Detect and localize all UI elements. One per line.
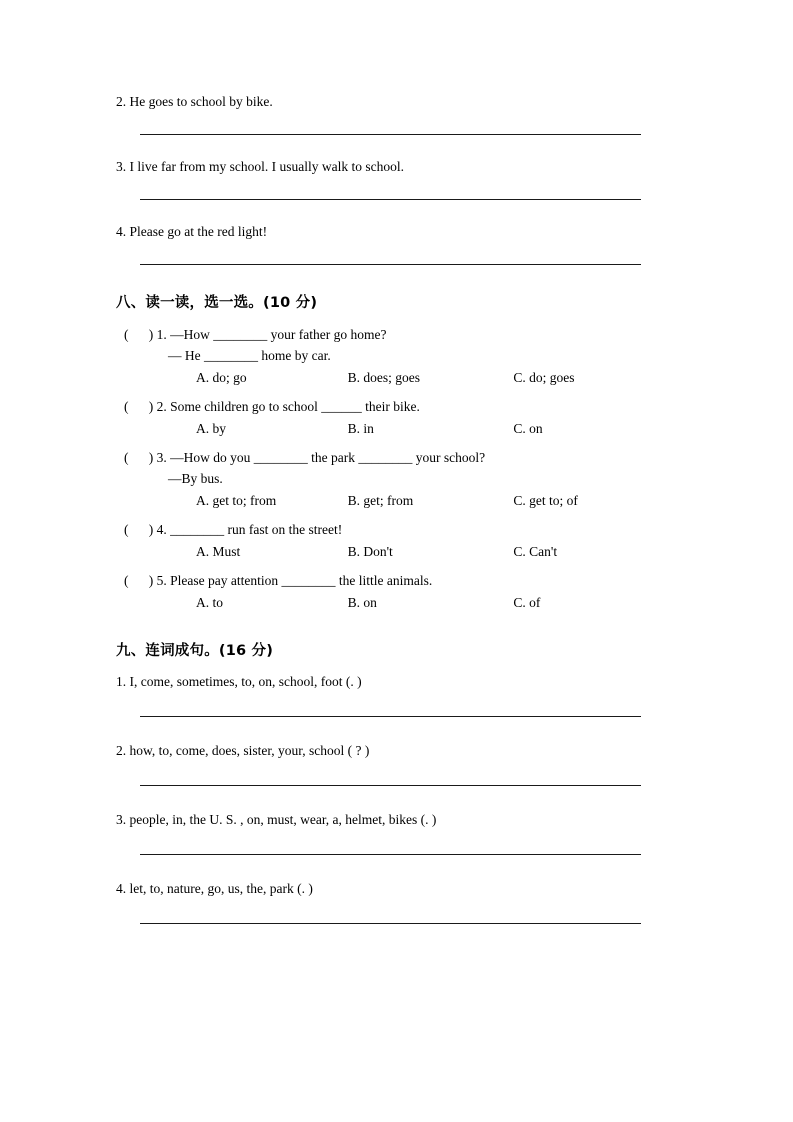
choice-question (124, 570, 665, 613)
question-text: Please pay attention ________ the little animals. (170, 573, 433, 588)
sentence-item (116, 810, 665, 855)
item-text: I live far from my school. I usually walk to school. (129, 159, 404, 174)
translation-text (116, 157, 665, 177)
option-b[interactable]: B. get; from (347, 493, 414, 508)
answer-line[interactable] (140, 854, 641, 855)
answer-bracket-close: ) (148, 573, 154, 588)
translation-text (116, 92, 665, 112)
choice-question (124, 324, 665, 388)
question-text: ________ run fast on the street! (170, 522, 343, 537)
question-text: Some children go to school ______ their bike. (170, 399, 420, 414)
item-number: 3. (116, 812, 127, 827)
translation-item (116, 157, 665, 200)
sentence-prompt (116, 879, 665, 899)
item-text: people, in, the U. S. , on, must, wear, a, helmet, bikes (. ) (129, 812, 437, 827)
option-c[interactable]: C. of (513, 595, 541, 610)
option-b[interactable]: B. in (347, 421, 374, 436)
sentence-prompt (116, 741, 665, 761)
answer-line[interactable] (140, 199, 641, 200)
item-text: He goes to school by bike. (129, 94, 273, 109)
question-stem-second-line: —By bus. (168, 471, 223, 486)
question-stem (124, 570, 665, 591)
sentence-item (116, 741, 665, 786)
choice-question (124, 447, 665, 511)
question-number: 5. (156, 573, 167, 588)
question-stem (124, 519, 665, 540)
question-number: 3. (156, 450, 167, 465)
sentence-item (116, 879, 665, 924)
option-a[interactable]: A. Must (196, 544, 241, 559)
answer-bracket-open[interactable]: ( (124, 399, 129, 414)
translation-section (116, 92, 665, 265)
question-number: 2. (156, 399, 167, 414)
answer-line[interactable] (140, 923, 641, 924)
choice-question (124, 396, 665, 439)
option-row (124, 541, 665, 562)
answer-bracket-close: ) (148, 522, 154, 537)
option-row (124, 490, 665, 511)
section-heading-eight: 八、读一读，选一选。(10 分) (116, 295, 318, 311)
sentence-prompt (116, 672, 665, 692)
choice-question (124, 519, 665, 562)
item-text: I, come, sometimes, to, on, school, foot (. ) (129, 674, 362, 689)
option-a[interactable]: A. get to; from (196, 493, 277, 508)
question-stem-second-line: — He ________ home by car. (168, 348, 331, 363)
answer-line[interactable] (140, 264, 641, 265)
sentence-item (116, 672, 665, 717)
option-b[interactable]: B. on (347, 595, 377, 610)
answer-line[interactable] (140, 716, 641, 717)
question-number: 1. (156, 327, 167, 342)
multiple-choice-section (116, 324, 665, 613)
option-a[interactable]: A. do; go (196, 370, 247, 385)
option-row (124, 418, 665, 439)
sentence-making-section (116, 672, 665, 924)
answer-line[interactable] (140, 134, 641, 135)
item-number: 2. (116, 94, 127, 109)
answer-bracket-open[interactable]: ( (124, 522, 129, 537)
translation-item (116, 92, 665, 135)
answer-bracket-open[interactable]: ( (124, 573, 129, 588)
translation-text (116, 222, 665, 242)
item-text: how, to, come, does, sister, your, school ( ? ) (129, 743, 370, 758)
item-number: 4. (116, 881, 127, 896)
option-b[interactable]: B. does; goes (347, 370, 420, 385)
translation-item (116, 222, 665, 265)
item-text: let, to, nature, go, us, the, park (. ) (129, 881, 313, 896)
item-text: Please go at the red light! (129, 224, 268, 239)
question-text: —How do you ________ the park ________ your school? (170, 450, 486, 465)
answer-bracket-close: ) (148, 450, 154, 465)
section-heading-nine: 九、连词成句。(16 分) (116, 643, 274, 659)
sentence-prompt (116, 810, 665, 830)
answer-bracket-open[interactable]: ( (124, 327, 129, 342)
option-c[interactable]: C. get to; of (513, 493, 578, 508)
option-c[interactable]: C. Can't (513, 544, 558, 559)
option-row (124, 367, 665, 388)
item-number: 3. (116, 159, 127, 174)
answer-bracket-close: ) (148, 327, 154, 342)
option-c[interactable]: C. do; goes (513, 370, 575, 385)
item-number: 2. (116, 743, 127, 758)
answer-line[interactable] (140, 785, 641, 786)
option-a[interactable]: A. to (196, 595, 223, 610)
question-text: —How ________ your father go home? (170, 327, 387, 342)
question-stem (124, 447, 665, 468)
option-b[interactable]: B. Don't (347, 544, 393, 559)
question-stem (124, 396, 665, 417)
item-number: 1. (116, 674, 127, 689)
option-row (124, 592, 665, 613)
question-stem (124, 324, 665, 345)
answer-bracket-close: ) (148, 399, 154, 414)
answer-bracket-open[interactable]: ( (124, 450, 129, 465)
option-a[interactable]: A. by (196, 421, 226, 436)
question-number: 4. (156, 522, 167, 537)
option-c[interactable]: C. on (513, 421, 543, 436)
item-number: 4. (116, 224, 127, 239)
